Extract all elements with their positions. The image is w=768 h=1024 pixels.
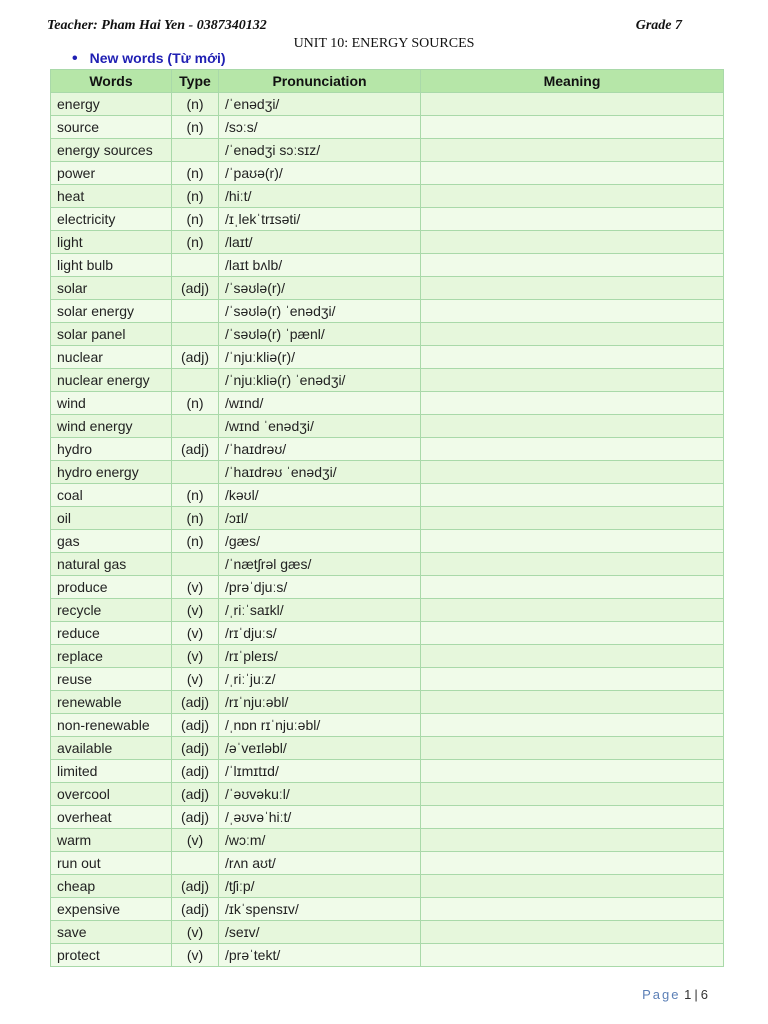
pronunciation-cell: /tʃiːp/ xyxy=(219,875,421,898)
type-cell xyxy=(172,461,219,484)
meaning-cell xyxy=(421,162,724,185)
table-row xyxy=(51,921,724,944)
word-cell: oil xyxy=(51,507,172,530)
word-cell: solar xyxy=(51,277,172,300)
word-cell: solar energy xyxy=(51,300,172,323)
meaning-cell xyxy=(421,231,724,254)
header-type: Type xyxy=(172,70,219,93)
table-row xyxy=(51,277,724,300)
word-cell: light bulb xyxy=(51,254,172,277)
table-row xyxy=(51,162,724,185)
table-row xyxy=(51,323,724,346)
table-row xyxy=(51,806,724,829)
meaning-cell xyxy=(421,484,724,507)
pronunciation-cell: /ɡæs/ xyxy=(219,530,421,553)
header-pronunciation: Pronunciation xyxy=(219,70,421,93)
table-row xyxy=(51,300,724,323)
type-cell xyxy=(172,415,219,438)
meaning-cell xyxy=(421,921,724,944)
word-cell: heat xyxy=(51,185,172,208)
pronunciation-cell: /ˈsəʊlə(r) ˈenədʒi/ xyxy=(219,300,421,323)
word-cell: nuclear xyxy=(51,346,172,369)
table-row xyxy=(51,645,724,668)
type-cell: (adj) xyxy=(172,737,219,760)
word-cell: produce xyxy=(51,576,172,599)
type-cell xyxy=(172,553,219,576)
meaning-cell xyxy=(421,875,724,898)
pronunciation-cell: /ˈsəʊlə(r) ˈpænl/ xyxy=(219,323,421,346)
table-row xyxy=(51,829,724,852)
table-row xyxy=(51,93,724,116)
table-row xyxy=(51,944,724,967)
table-row xyxy=(51,691,724,714)
type-cell: (adj) xyxy=(172,714,219,737)
meaning-cell xyxy=(421,783,724,806)
table-row xyxy=(51,438,724,461)
meaning-cell xyxy=(421,668,724,691)
meaning-cell xyxy=(421,829,724,852)
word-cell: reduce xyxy=(51,622,172,645)
pronunciation-cell: /sɔːs/ xyxy=(219,116,421,139)
word-cell: limited xyxy=(51,760,172,783)
pronunciation-cell: /ɔɪl/ xyxy=(219,507,421,530)
type-cell: (n) xyxy=(172,162,219,185)
meaning-cell xyxy=(421,737,724,760)
pronunciation-cell: /ˈnjuːkliə(r) ˈenədʒi/ xyxy=(219,369,421,392)
table-row xyxy=(51,530,724,553)
pronunciation-cell: /ˌəʊvəˈhiːt/ xyxy=(219,806,421,829)
meaning-cell xyxy=(421,323,724,346)
pronunciation-cell: /ˈsəʊlə(r)/ xyxy=(219,277,421,300)
pronunciation-cell: /rʌn aʊt/ xyxy=(219,852,421,875)
word-cell: wind energy xyxy=(51,415,172,438)
header-words: Words xyxy=(51,70,172,93)
type-cell: (v) xyxy=(172,668,219,691)
pronunciation-cell: /wɪnd/ xyxy=(219,392,421,415)
type-cell: (adj) xyxy=(172,875,219,898)
page-footer xyxy=(642,987,708,1002)
meaning-cell xyxy=(421,507,724,530)
table-row xyxy=(51,254,724,277)
word-cell: available xyxy=(51,737,172,760)
type-cell: (adj) xyxy=(172,438,219,461)
table-row xyxy=(51,208,724,231)
word-cell: warm xyxy=(51,829,172,852)
word-cell: energy xyxy=(51,93,172,116)
type-cell: (v) xyxy=(172,921,219,944)
table-row xyxy=(51,116,724,139)
pronunciation-cell: /ˌriːˈsaɪkl/ xyxy=(219,599,421,622)
type-cell: (n) xyxy=(172,185,219,208)
pronunciation-cell: /ˈhaɪdrəʊ/ xyxy=(219,438,421,461)
pronunciation-cell: /ˈenədʒi sɔːsɪz/ xyxy=(219,139,421,162)
table-row xyxy=(51,139,724,162)
meaning-cell xyxy=(421,599,724,622)
pronunciation-cell: /wɪnd ˈenədʒi/ xyxy=(219,415,421,438)
table-row xyxy=(51,484,724,507)
word-cell: protect xyxy=(51,944,172,967)
pronunciation-cell: /rɪˈnjuːəbl/ xyxy=(219,691,421,714)
word-cell: renewable xyxy=(51,691,172,714)
meaning-cell xyxy=(421,645,724,668)
word-cell: wind xyxy=(51,392,172,415)
type-cell: (adj) xyxy=(172,691,219,714)
pronunciation-cell: /əˈveɪləbl/ xyxy=(219,737,421,760)
type-cell xyxy=(172,139,219,162)
word-cell: hydro xyxy=(51,438,172,461)
meaning-cell xyxy=(421,852,724,875)
word-cell: gas xyxy=(51,530,172,553)
meaning-cell xyxy=(421,461,724,484)
meaning-cell xyxy=(421,415,724,438)
type-cell: (n) xyxy=(172,231,219,254)
word-cell: overheat xyxy=(51,806,172,829)
page-number: 1 xyxy=(684,987,692,1002)
meaning-cell xyxy=(421,369,724,392)
pronunciation-cell: /rɪˈpleɪs/ xyxy=(219,645,421,668)
word-cell: hydro energy xyxy=(51,461,172,484)
type-cell xyxy=(172,323,219,346)
table-body xyxy=(51,93,724,967)
table-row xyxy=(51,392,724,415)
pronunciation-cell: /kəʊl/ xyxy=(219,484,421,507)
page-label: Page xyxy=(642,987,681,1002)
pronunciation-cell: /laɪt bʌlb/ xyxy=(219,254,421,277)
word-cell: run out xyxy=(51,852,172,875)
pronunciation-cell: /ˈəʊvəkuːl/ xyxy=(219,783,421,806)
meaning-cell xyxy=(421,944,724,967)
table-header-row xyxy=(51,70,724,93)
meaning-cell xyxy=(421,760,724,783)
pronunciation-cell: /ˌriːˈjuːz/ xyxy=(219,668,421,691)
type-cell: (adj) xyxy=(172,898,219,921)
pronunciation-cell: /seɪv/ xyxy=(219,921,421,944)
table-row xyxy=(51,231,724,254)
type-cell: (n) xyxy=(172,93,219,116)
pronunciation-cell: /ˈnjuːkliə(r)/ xyxy=(219,346,421,369)
meaning-cell xyxy=(421,576,724,599)
table-row xyxy=(51,622,724,645)
type-cell: (n) xyxy=(172,530,219,553)
word-cell: reuse xyxy=(51,668,172,691)
new-words-title: New words (Từ mới) xyxy=(89,50,226,66)
meaning-cell xyxy=(421,116,724,139)
bullet-icon: • xyxy=(72,50,78,67)
pronunciation-cell: /wɔːm/ xyxy=(219,829,421,852)
word-cell: source xyxy=(51,116,172,139)
type-cell: (v) xyxy=(172,622,219,645)
meaning-cell xyxy=(421,806,724,829)
meaning-cell xyxy=(421,185,724,208)
type-cell: (v) xyxy=(172,599,219,622)
word-cell: natural gas xyxy=(51,553,172,576)
type-cell: (adj) xyxy=(172,760,219,783)
table-row xyxy=(51,714,724,737)
meaning-cell xyxy=(421,438,724,461)
word-cell: overcool xyxy=(51,783,172,806)
total-pages: 6 xyxy=(700,987,708,1002)
table-row xyxy=(51,415,724,438)
type-cell: (n) xyxy=(172,208,219,231)
table-row xyxy=(51,737,724,760)
table-row xyxy=(51,875,724,898)
type-cell: (n) xyxy=(172,484,219,507)
type-cell: (v) xyxy=(172,944,219,967)
pronunciation-cell: /ɪˌlekˈtrɪsəti/ xyxy=(219,208,421,231)
table-row xyxy=(51,346,724,369)
type-cell: (adj) xyxy=(172,783,219,806)
pronunciation-cell: /ˈlɪmɪtɪd/ xyxy=(219,760,421,783)
meaning-cell xyxy=(421,530,724,553)
word-cell: recycle xyxy=(51,599,172,622)
vocabulary-table xyxy=(50,69,724,967)
pronunciation-cell: /rɪˈdjuːs/ xyxy=(219,622,421,645)
grade-header: Grade 7 xyxy=(635,18,682,33)
meaning-cell xyxy=(421,346,724,369)
type-cell: (adj) xyxy=(172,346,219,369)
type-cell: (adj) xyxy=(172,806,219,829)
pronunciation-cell: /ˈnætʃrəl ɡæs/ xyxy=(219,553,421,576)
meaning-cell xyxy=(421,392,724,415)
table-row xyxy=(51,783,724,806)
word-cell: non-renewable xyxy=(51,714,172,737)
type-cell xyxy=(172,369,219,392)
pronunciation-cell: /ˈhaɪdrəʊ ˈenədʒi/ xyxy=(219,461,421,484)
meaning-cell xyxy=(421,898,724,921)
word-cell: coal xyxy=(51,484,172,507)
word-cell: nuclear energy xyxy=(51,369,172,392)
type-cell: (n) xyxy=(172,392,219,415)
meaning-cell xyxy=(421,553,724,576)
header-meaning: Meaning xyxy=(421,70,724,93)
table-row xyxy=(51,668,724,691)
type-cell: (v) xyxy=(172,576,219,599)
table-row xyxy=(51,553,724,576)
meaning-cell xyxy=(421,691,724,714)
table-row xyxy=(51,507,724,530)
word-cell: power xyxy=(51,162,172,185)
meaning-cell xyxy=(421,139,724,162)
meaning-cell xyxy=(421,254,724,277)
pronunciation-cell: /prəˈdjuːs/ xyxy=(219,576,421,599)
meaning-cell xyxy=(421,277,724,300)
word-cell: light xyxy=(51,231,172,254)
pronunciation-cell: /ˌnɒn rɪˈnjuːəbl/ xyxy=(219,714,421,737)
meaning-cell xyxy=(421,622,724,645)
pronunciation-cell: /ɪkˈspensɪv/ xyxy=(219,898,421,921)
word-cell: replace xyxy=(51,645,172,668)
meaning-cell xyxy=(421,300,724,323)
unit-title: UNIT 10: ENERGY SOURCES xyxy=(293,36,475,51)
pronunciation-cell: /hiːt/ xyxy=(219,185,421,208)
word-cell: expensive xyxy=(51,898,172,921)
type-cell xyxy=(172,300,219,323)
table-row xyxy=(51,898,724,921)
type-cell: (n) xyxy=(172,507,219,530)
word-cell: cheap xyxy=(51,875,172,898)
pronunciation-cell: /prəˈtekt/ xyxy=(219,944,421,967)
meaning-cell xyxy=(421,93,724,116)
table-row xyxy=(51,461,724,484)
word-cell: energy sources xyxy=(51,139,172,162)
type-cell: (v) xyxy=(172,645,219,668)
type-cell: (v) xyxy=(172,829,219,852)
pronunciation-cell: /ˈenədʒi/ xyxy=(219,93,421,116)
word-cell: save xyxy=(51,921,172,944)
word-cell: electricity xyxy=(51,208,172,231)
type-cell xyxy=(172,254,219,277)
teacher-header: Teacher: Pham Hai Yen - 0387340132 xyxy=(47,18,267,33)
word-cell: solar panel xyxy=(51,323,172,346)
table-row xyxy=(51,852,724,875)
table-row xyxy=(51,185,724,208)
table-row xyxy=(51,760,724,783)
type-cell: (adj) xyxy=(172,277,219,300)
page-separator: | xyxy=(694,987,698,1002)
pronunciation-cell: /laɪt/ xyxy=(219,231,421,254)
type-cell: (n) xyxy=(172,116,219,139)
table-row xyxy=(51,576,724,599)
type-cell xyxy=(172,852,219,875)
meaning-cell xyxy=(421,208,724,231)
table-row xyxy=(51,599,724,622)
table-row xyxy=(51,369,724,392)
pronunciation-cell: /ˈpaʊə(r)/ xyxy=(219,162,421,185)
meaning-cell xyxy=(421,714,724,737)
new-words-heading xyxy=(72,50,226,68)
